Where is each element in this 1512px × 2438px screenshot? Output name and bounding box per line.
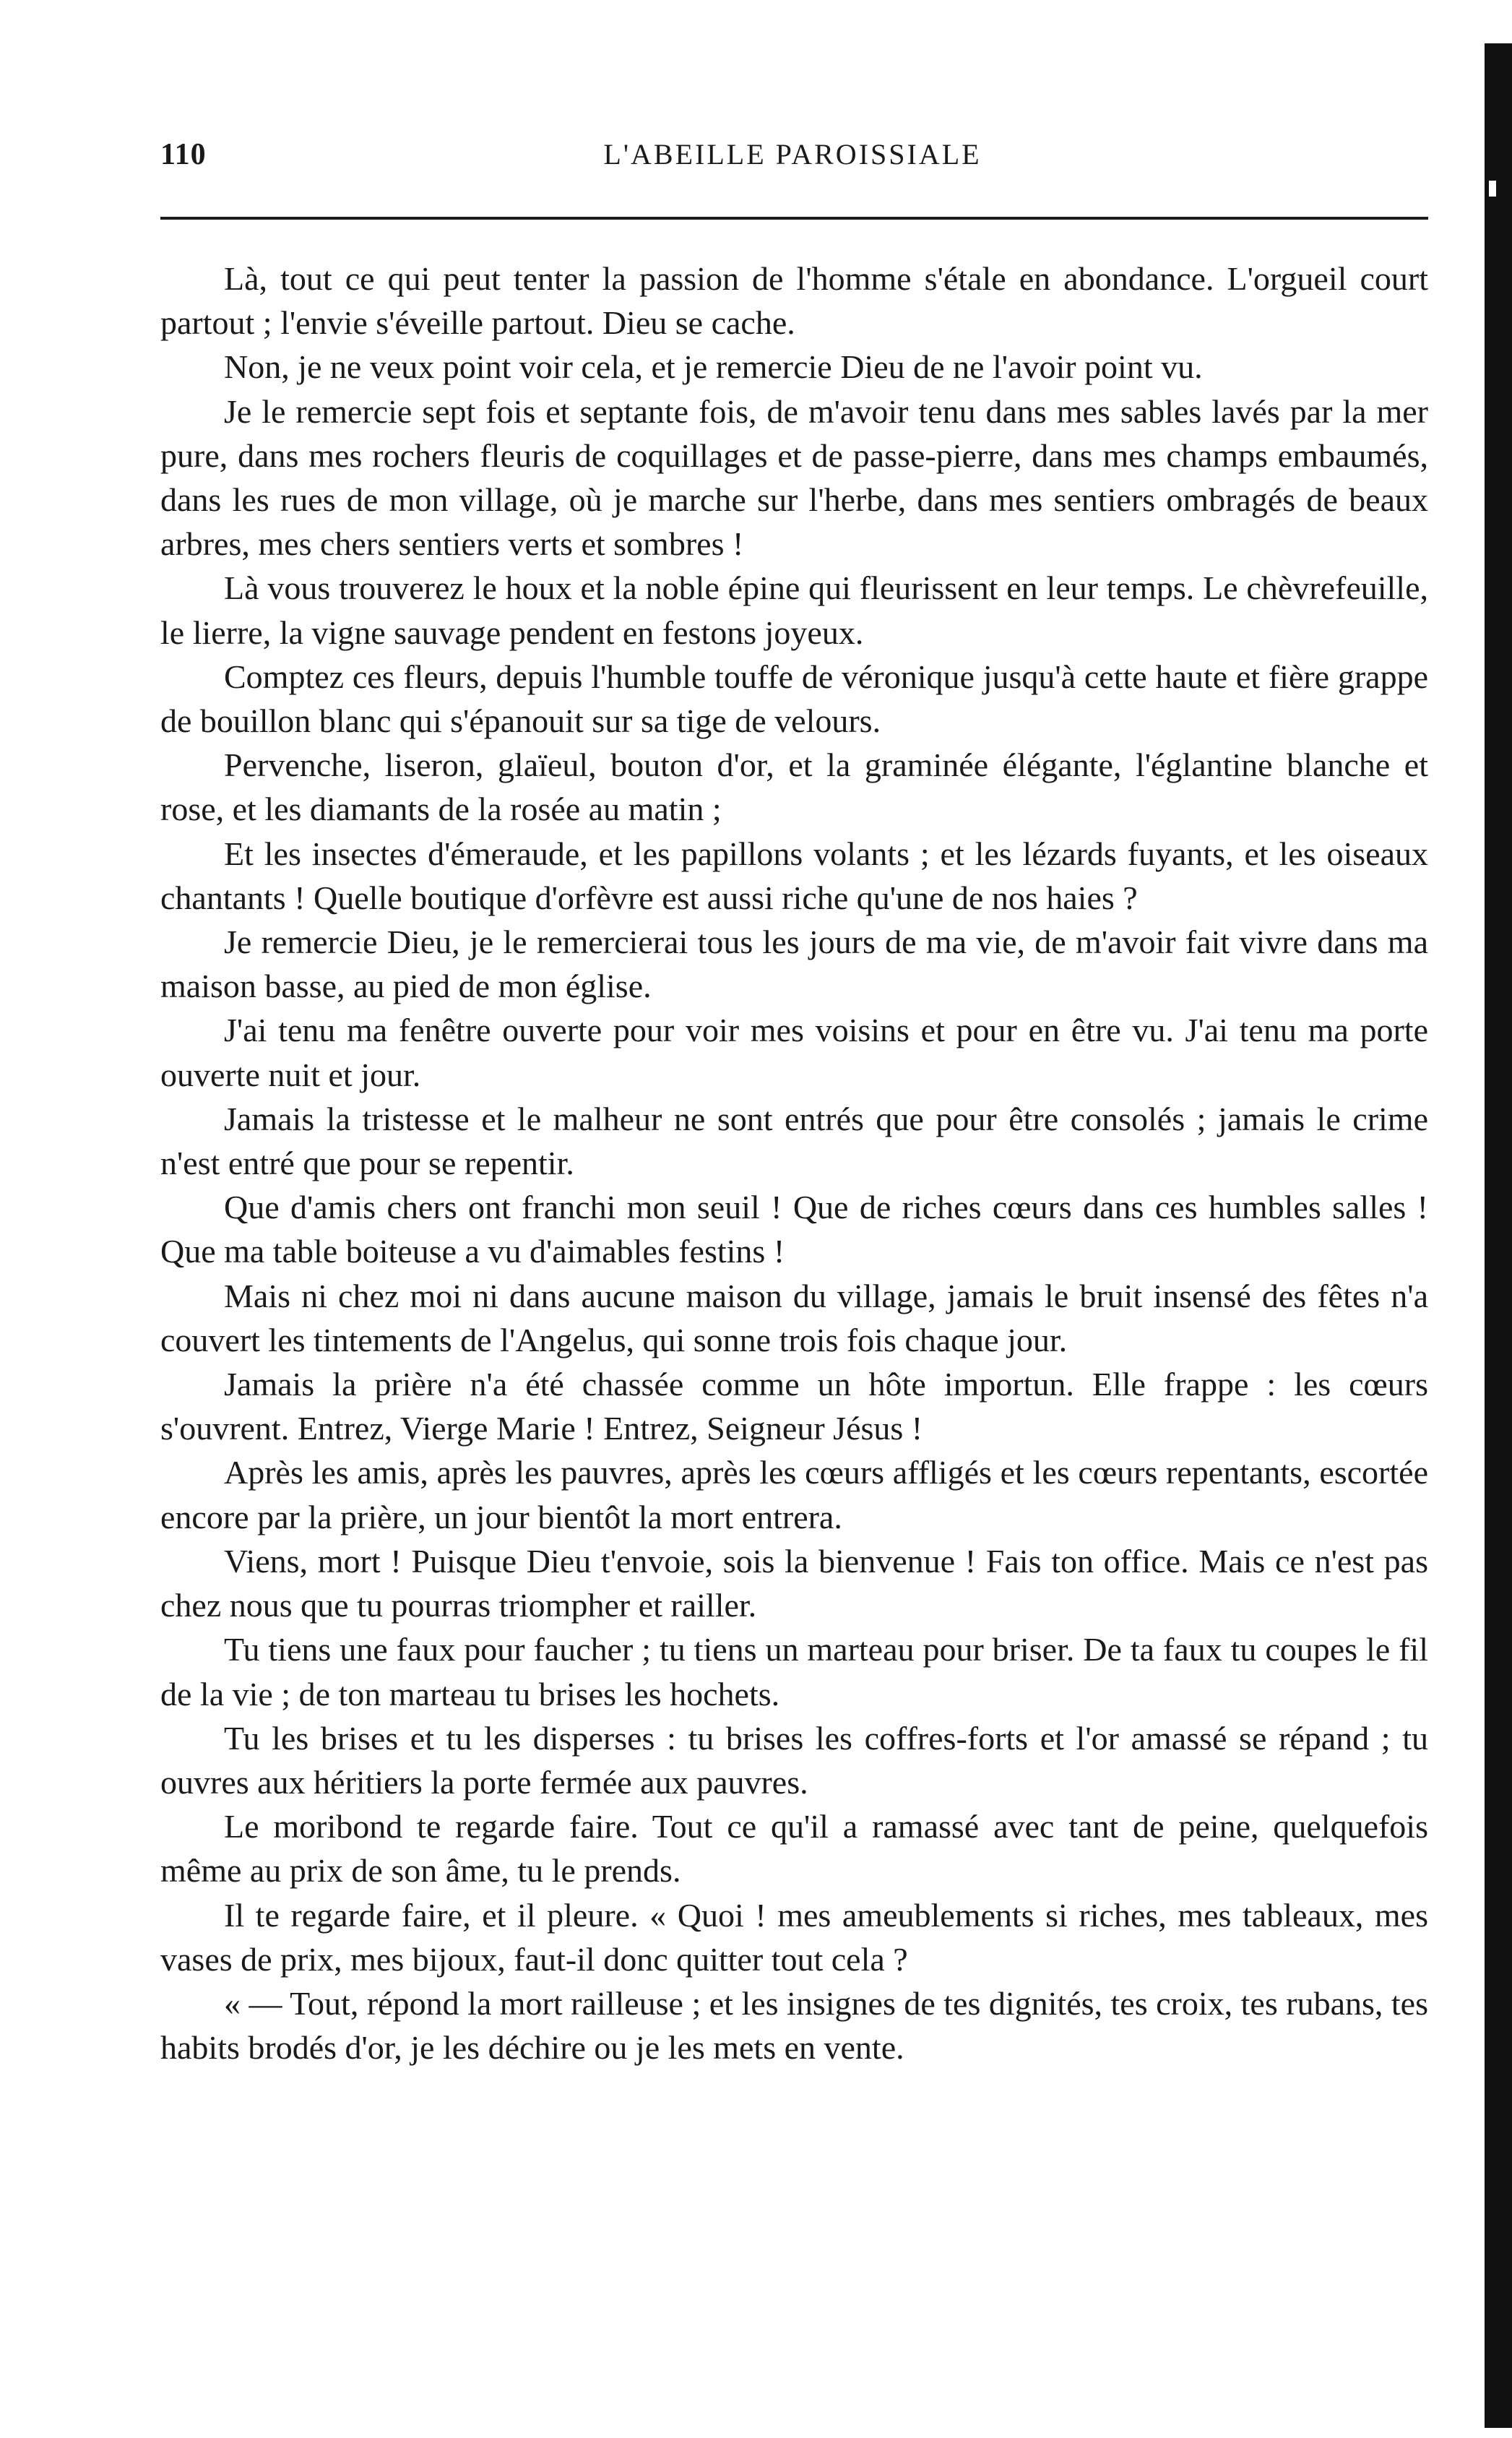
scan-edge-notch	[1489, 181, 1496, 197]
paragraph: Là, tout ce qui peut tenter la passion de l'homme s'étale en abondance. L'orgueil court partout ; l'envie s'éveille partout. Dieu se cache.	[160, 260, 1428, 342]
paragraph: Après les amis, après les pauvres, après les cœurs affligés et les cœurs repentants, escortée encore par la prière, un jour bientôt la mort entrera.	[160, 1454, 1428, 1535]
paragraph: Viens, mort ! Puisque Dieu t'envoie, sois la bienvenue ! Fais ton office. Mais ce n'est pas chez nous que tu pourras triompher et railler.	[160, 1542, 1428, 1624]
paragraph: Mais ni chez moi ni dans aucune maison du village, jamais le bruit insensé des fêtes n'a couvert les tintements de l'Angelus, qui sonne trois fois chaque jour.	[160, 1277, 1428, 1358]
page-header	[160, 137, 1425, 181]
paragraph: Il te regarde faire, et il pleure. « Quoi ! mes ameublements si riches, mes tableaux, mes vases de prix, mes bijoux, faut-il donc quitter tout cela ?	[160, 1896, 1428, 1978]
paragraph: Le moribond te regarde faire. Tout ce qu'il a ramassé avec tant de peine, quelquefois même au prix de son âme, tu le prends.	[160, 1808, 1428, 1890]
paragraph: J'ai tenu ma fenêtre ouverte pour voir mes voisins et pour en être vu. J'ai tenu ma porte ouverte nuit et jour.	[160, 1012, 1428, 1093]
header-rule	[160, 217, 1428, 220]
paragraph: Non, je ne veux point voir cela, et je remercie Dieu de ne l'avoir point vu.	[224, 348, 1203, 386]
body-text	[160, 257, 1428, 2069]
scan-edge-shadow	[1485, 43, 1512, 2428]
paragraph: Jamais la tristesse et le malheur ne sont entrés que pour être consolés ; jamais le crime n'est entré que pour se repentir.	[160, 1100, 1428, 1182]
paragraph: Que d'amis chers ont franchi mon seuil ! Que de riches cœurs dans ces humbles salles ! Que ma table boiteuse a vu d'aimables festins !	[160, 1189, 1428, 1270]
paragraph: Et les insectes d'émeraude, et les papillons volants ; et les lézards fuyants, et les oiseaux chantants ! Quelle boutique d'orfèvre est aussi riche qu'une de nos haies ?	[160, 835, 1428, 916]
paragraph: Comptez ces fleurs, depuis l'humble touffe de véronique jusqu'à cette haute et fière grappe de bouillon blanc qui s'épanouit sur sa tige de velours.	[160, 658, 1428, 740]
paragraph: Tu les brises et tu les disperses : tu brises les coffres-forts et l'or amassé se répand ; tu ouvres aux héritiers la porte fermée aux pauvres.	[160, 1719, 1428, 1801]
page-number: 110	[160, 138, 207, 171]
paragraph: Je remercie Dieu, je le remercierai tous les jours de ma vie, de m'avoir fait vivre dans ma maison basse, au pied de mon église.	[160, 923, 1428, 1005]
paragraph: Je le remercie sept fois et septante fois, de m'avoir tenu dans mes sables lavés par la mer pure, dans mes rochers fleuris de coquillages et de passe-pierre, dans mes champs embaumés, dans les rues de mon village, où je marche sur l'herbe, dans mes sentiers ombragés de beaux arbres, mes chers sentiers verts et sombres !	[160, 392, 1428, 563]
paragraph: Jamais la prière n'a été chassée comme un hôte importun. Elle frappe : les cœurs s'ouvrent. Entrez, Vierge Marie ! Entrez, Seigneur Jésus !	[160, 1366, 1428, 1447]
paragraph: Là vous trouverez le houx et la noble épine qui fleurissent en leur temps. Le chèvrefeuille, le lierre, la vigne sauvage pendent en festons joyeux.	[160, 569, 1428, 651]
paragraph: Pervenche, liseron, glaïeul, bouton d'or, et la graminée élégante, l'églantine blanche et rose, et les diamants de la rosée au matin ;	[160, 746, 1428, 828]
paragraph: Tu tiens une faux pour faucher ; tu tiens un marteau pour briser. De ta faux tu coupes le fil de la vie ; de ton marteau tu brises les hochets.	[160, 1631, 1428, 1713]
paragraph: « — Tout, répond la mort railleuse ; et les insignes de tes dignités, tes croix, tes rubans, tes habits brodés d'or, je les déchire ou je les mets en vente.	[160, 1984, 1428, 2067]
running-title: L'ABEILLE PAROISSIALE	[603, 138, 982, 171]
